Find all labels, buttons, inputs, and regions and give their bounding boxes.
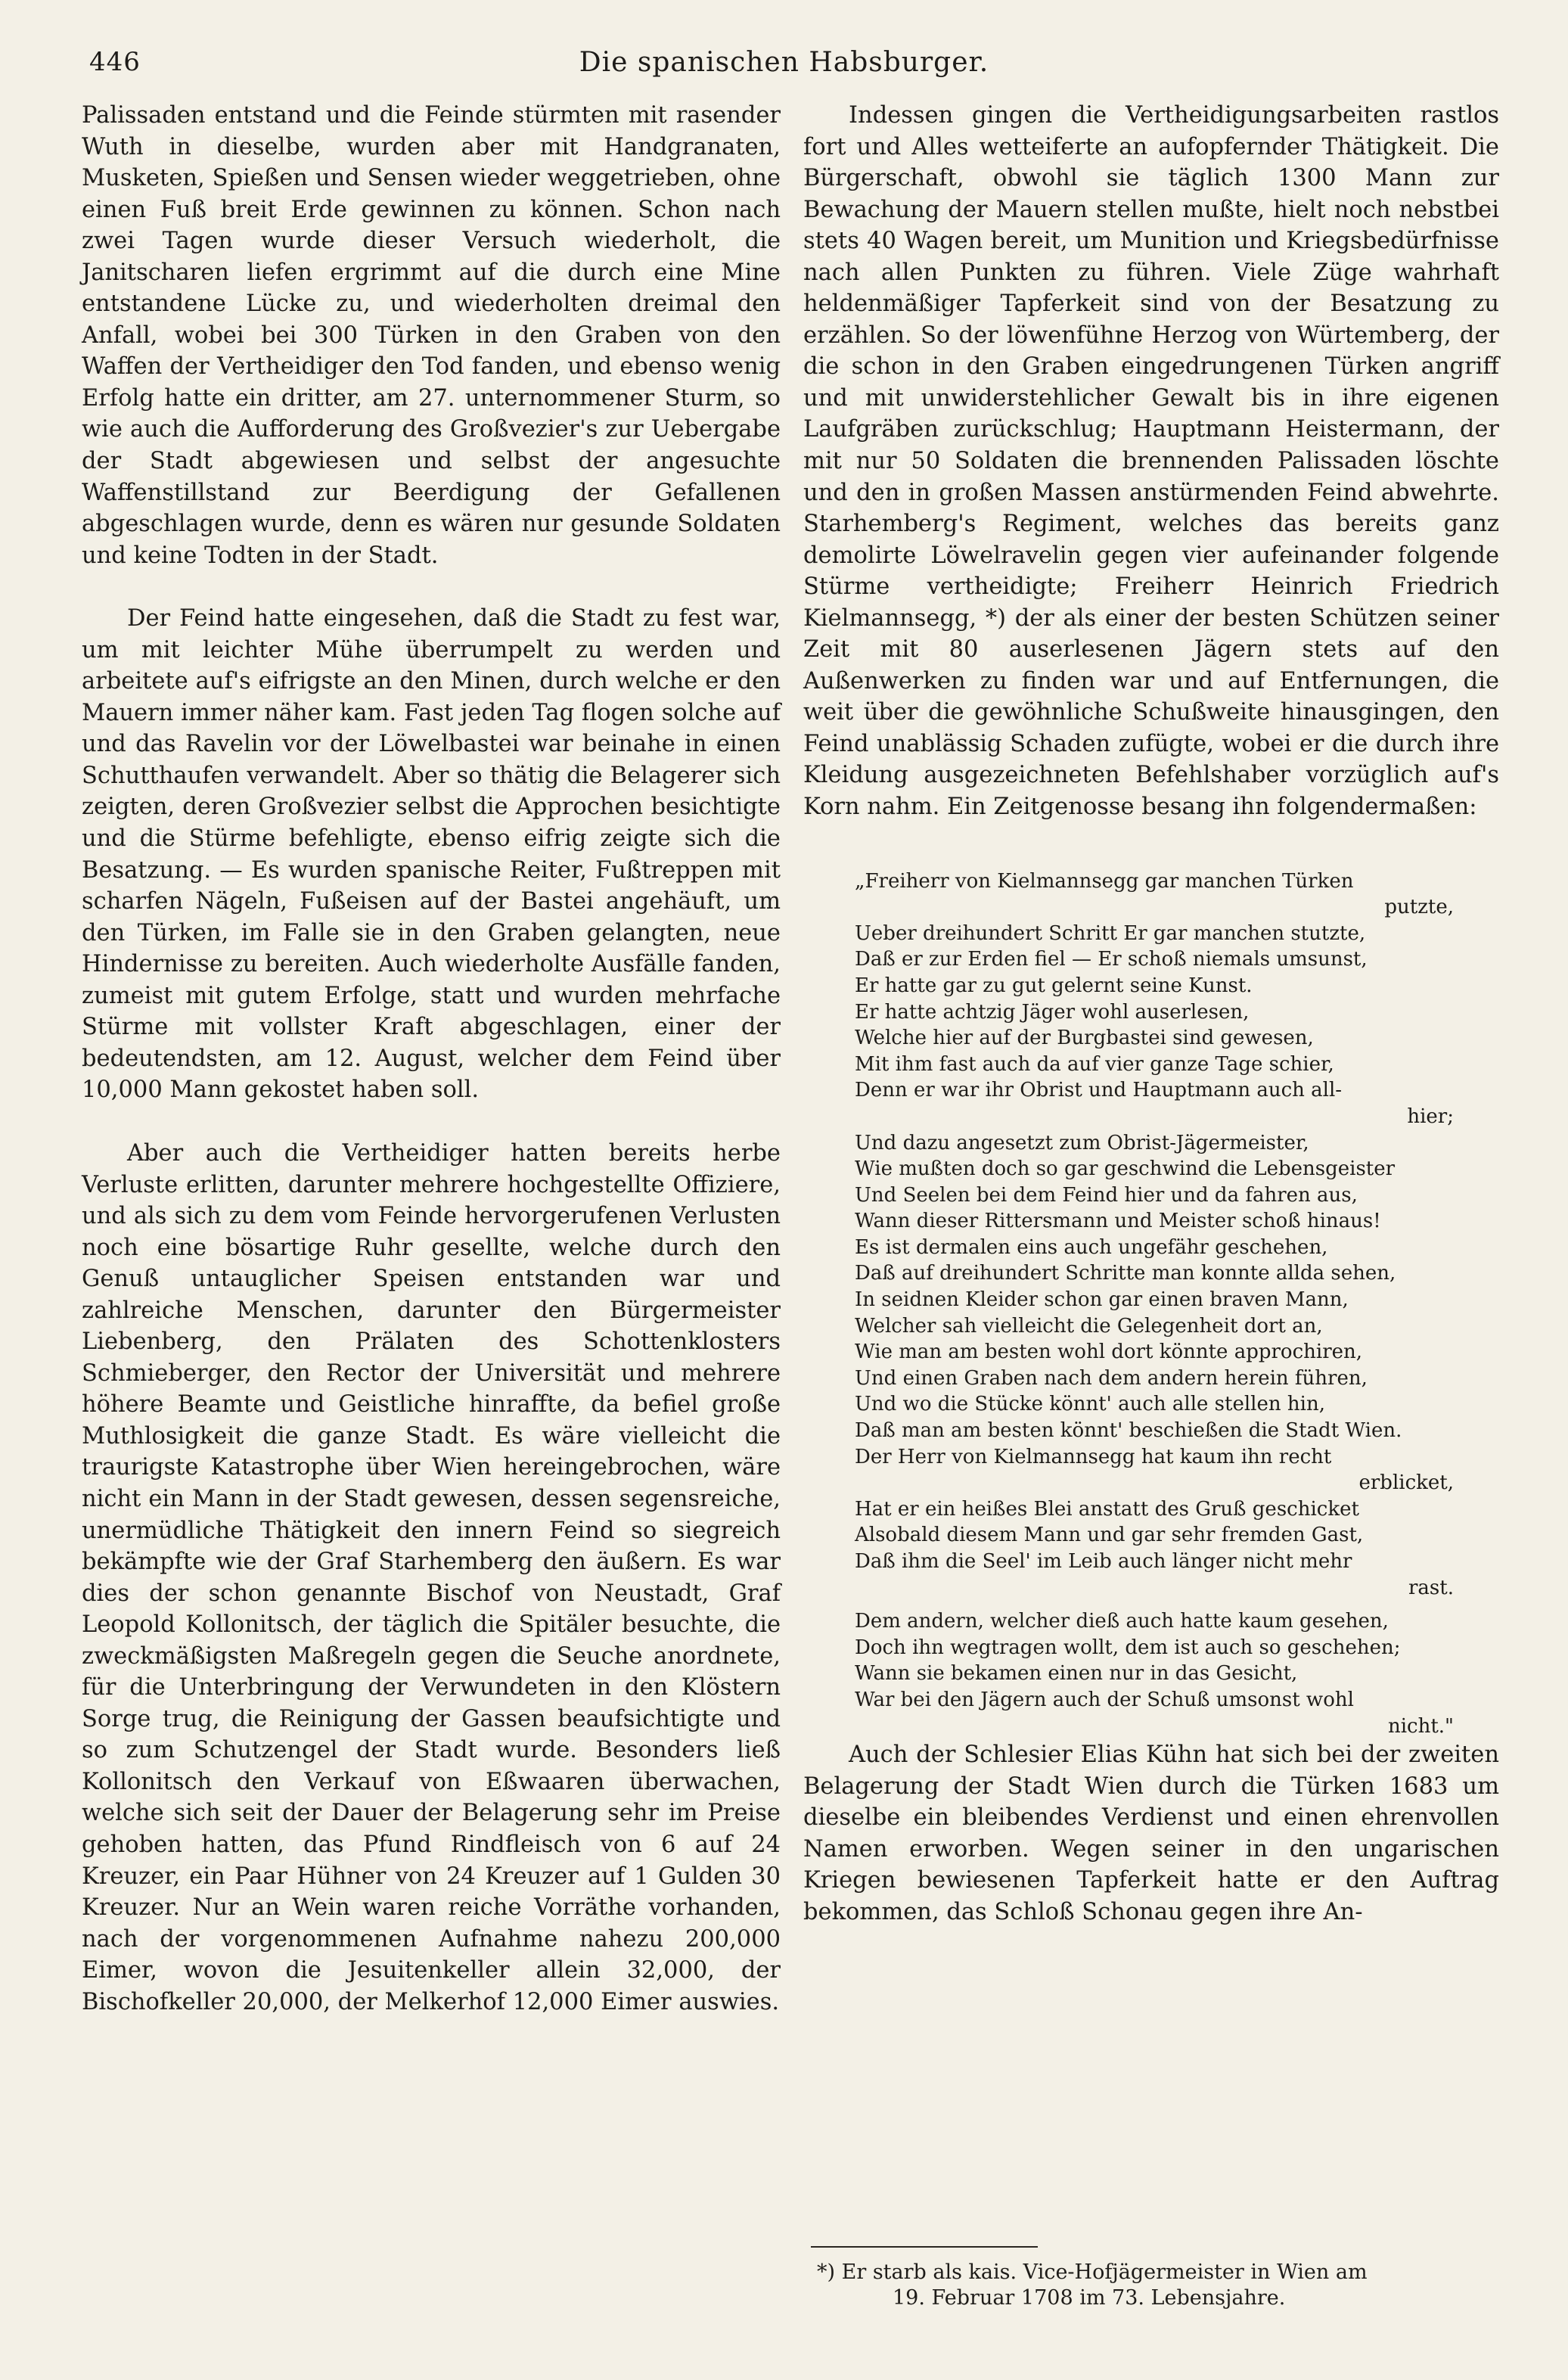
poem-line: Er hatte achtzig Jäger wohl auserlesen, <box>855 1000 1250 1024</box>
page-number: 446 <box>89 47 141 77</box>
right-column <box>803 100 1499 1928</box>
poem-line: Alsobald diesem Mann und gar sehr fremden Gast, <box>855 1524 1364 1547</box>
poem-line: „Freiherr von Kielmannsegg gar manchen Türken <box>855 869 1354 893</box>
poem-line: Und dazu angesetzt zum Obrist-Jägermeister, <box>855 1131 1309 1154</box>
paragraph-left-3: Aber auch die Vertheidiger hatten bereits herbe Verluste erlitten, darunter mehrere hochgestellte Offiziere, und als sich zu dem vom Feinde hervorgerufenen Verlusten noch eine bösartige Ruhr gesellte, welche durch den Genuß untauglicher Speisen entstanden war und zahlreiche Menschen, darunter den Bürgermeister Liebenberg, den Prälaten des Schottenklosters Schmieberger, den Rector der Universität und mehrere höhere Beamte und Geistliche hinraffte, da befiel große Muthlosigkeit die ganze Stadt. Es wäre vielleicht die traurigste Katastrophe über Wien hereingebrochen, wäre nicht ein Mann in der Stadt gewesen, dessen segensreiche, unermüdliche Thätigkeit den innern Feind so siegreich bekämpfte wie der Graf Starhemberg den äußern. Es war dies der schon genannte Bischof von Neustadt, Graf Leopold Kollonitsch, der täglich die Spitäler besuchte, die zweckmäßigsten Maßregeln gegen die Seuche anordnete, für die Unterbringung der Verwundeten in den Klöstern Sorge trug, die Reinigung der Gassen beaufsichtigte und so zum Schutzengel der Stadt wurde. Besonders ließ Kollonitsch den Verkauf von Eßwaaren überwachen, welche sich seit der Dauer der Belagerung sehr im Preise gehoben hatten, das Pfund Rindfleisch von 6 auf 24 Kreuzer, ein Paar Hühner von 24 Kreuzer auf 1 Gulden 30 Kreuzer. Nur an Wein waren reiche Vorräthe vorhanden, nach der vorgenommenen Aufnahme nahezu 200,000 Eimer, wovon die Jesuitenkeller allein 32,000, der Bischofkeller 20,000, der Melkerhof 12,000 Eimer auswies. <box>82 1139 781 2015</box>
poem-line: Wie mußten doch so gar geschwind die Lebensgeister <box>855 1157 1396 1181</box>
poem-line: erblicket, <box>1358 1471 1454 1495</box>
running-head: Die spanischen Habsburger. <box>579 47 989 78</box>
poem-line: Er hatte gar zu gut gelernt seine Kunst. <box>855 974 1253 997</box>
poem-line: Mit ihm fast auch da auf vier ganze Tage schier, <box>855 1052 1334 1076</box>
poem-line: Es ist dermalen eins auch ungefähr geschehen, <box>855 1235 1328 1259</box>
footnote-line-2: 19. Februar 1708 im 73. Lebensjahre. <box>893 2286 1286 2310</box>
poem-line: Hat er ein heißes Blei anstatt des Gruß geschicket <box>855 1497 1359 1521</box>
poem-line: Und Seelen bei dem Feind hier und da fahren aus, <box>855 1183 1358 1207</box>
poem-line: Denn er war ihr Obrist und Hauptmann auch all- <box>855 1079 1343 1102</box>
poem-block <box>855 868 1499 1740</box>
poem-line: In seidnen Kleider schon gar einen braven Mann, <box>855 1288 1349 1312</box>
footnote <box>817 2260 1498 2311</box>
poem-line: Welche hier auf der Burgbastei sind gewesen, <box>855 1027 1314 1050</box>
poem-line: nicht." <box>1387 1714 1454 1738</box>
poem-line: hier; <box>1407 1105 1454 1128</box>
poem-line: Wie man am besten wohl dort könnte approchiren, <box>855 1341 1363 1364</box>
footnote-line-1: *) Er starb als kais. Vice-Hofjägermeister in Wien am <box>817 2260 1368 2284</box>
paragraph-left-2: Der Feind hatte eingesehen, daß die Stadt zu fest war, um mit leichter Mühe überrumpelt zu werden und arbeitete auf's eifrigste an den Minen, durch welche er den Mauern immer näher kam. Fast jeden Tag flogen solche auf und das Ravelin vor der Löwelbastei war beinahe in einen Schutthaufen verwandelt. Aber so thätig die Belagerer sich zeigten, deren Großvezier selbst die Approchen besichtigte und die Stürme befehligte, ebenso eifrig zeigte sich die Besatzung. — Es wurden spanische Reiter, Fußtreppen mit scharfen Nägeln, Fußeisen auf der Bastei angehäuft, um den Türken, im Falle sie in den Graben gelangten, neue Hindernisse zu bereiten. Auch wiederholte Ausfälle fanden, zumeist mit gutem Erfolge, statt und wurden mehrfache Stürme mit vollster Kraft abgeschlagen, einer der bedeutendsten, am 12. August, welcher dem Feind über 10,000 Mann gekostet haben soll. <box>82 605 781 1104</box>
poem-line: putzte, <box>1384 896 1454 919</box>
left-column <box>82 100 781 2018</box>
poem-line: Ueber dreihundert Schritt Er gar manchen stutzte, <box>855 921 1366 945</box>
poem-line: Daß man am besten könnt' beschießen die Stadt Wien. <box>855 1419 1402 1443</box>
paragraph-right-1: Indessen gingen die Vertheidigungsarbeiten rastlos fort und Alles wetteiferte an aufopfernder Thätigkeit. Die Bürgerschaft, obwohl sie täglich 1300 Mann zur Bewachung der Mauern stellen mußte, hielt noch nebstbei stets 40 Wagen bereit, um Munition und Kriegsbedürfnisse nach allen Punkten zu führen. Viele Züge wahrhaft heldenmäßiger Tapferkeit sind von der Besatzung zu erzählen. So der löwenfühne Herzog von Würtemberg, der die schon in den Graben eingedrungenen Türken angriff und mit unwiderstehlicher Gewalt bis in ihre eigenen Laufgräben zurückschlug; Hauptmann Heistermann, der mit nur 50 Soldaten die brennenden Palissaden löschte und den in großen Massen anstürmenden Feind abwehrte. Starhemberg's Regiment, welches das bereits ganz demolirte Löwelravelin gegen vier aufeinander folgende Stürme vertheidigte; Freiherr Heinrich Friedrich Kielmannsegg, *) der als einer der besten Schützen seiner Zeit mit 80 auserlesenen Jägern stets auf den Außenwerken zu finden war und auf Entfernungen, die weit über die gewöhnliche Schußweite hinausgingen, den Feind unablässig Schaden zufügte, wobei er die durch ihre Kleidung ausgezeichneten Befehlshaber vorzüglich auf's Korn nahm. Ein Zeitgenosse besang ihn folgendermaßen: <box>803 102 1499 821</box>
poem-line: rast. <box>1408 1576 1454 1599</box>
paragraph-left-1: Palissaden entstand und die Feinde stürmten mit rasender Wuth in dieselbe, wurden aber mit Handgranaten, Musketen, Spießen und Sensen wieder weggetrieben, ohne einen Fuß breit Erde gewinnen zu können. Schon nach zwei Tagen wurde dieser Versuch wiederholt, die Janitscharen liefen ergrimmt auf die durch eine Mine entstandene Lücke zu, und wiederholten dreimal den Anfall, wobei bei 300 Türken in den Graben von den Waffen der Vertheidiger den Tod fanden, und ebenso wenig Erfolg hatte ein dritter, am 27. unternommener Sturm, so wie auch die Aufforderung des Großvezier's zur Uebergabe der Stadt abgewiesen und selbst der angesuchte Waffenstillstand zur Beerdigung der Gefallenen abgeschlagen wurde, denn es wären nur gesunde Soldaten und keine Todten in der Stadt. <box>82 102 781 569</box>
poem-line: Wann dieser Rittersmann und Meister schoß hinaus! <box>855 1210 1381 1233</box>
poem-line: Doch ihn wegtragen wollt, dem ist auch so geschehen; <box>855 1636 1401 1659</box>
poem-line: Welcher sah vielleicht die Gelegenheit dort an, <box>855 1314 1323 1338</box>
poem-line: Und wo die Stücke könnt' auch alle stellen hin, <box>855 1393 1325 1416</box>
poem-line: Und einen Graben nach dem andern herein führen, <box>855 1366 1368 1390</box>
poem-line: Dem andern, welcher dieß auch hatte kaum gesehen, <box>855 1610 1389 1633</box>
footnote-rule <box>811 2246 1038 2248</box>
poem-line: Der Herr von Kielmannsegg hat kaum ihn recht <box>855 1445 1332 1468</box>
poem-line: Daß ihm die Seel' im Leib auch länger nicht mehr <box>855 1550 1352 1574</box>
poem-line: War bei den Jägern auch der Schuß umsonst wohl <box>855 1688 1354 1711</box>
poem-line: Daß er zur Erden fiel — Er schoß niemals umsunst, <box>855 948 1368 971</box>
poem-line: Wann sie bekamen einen nur in das Gesicht, <box>855 1662 1298 1686</box>
paragraph-right-2: Auch der Schlesier Elias Kühn hat sich bei der zweiten Belagerung der Stadt Wien durch die Türken 1683 um dieselbe ein bleibendes Verdienst und einen ehrenvollen Namen erworben. Wegen seiner in den ungarischen Kriegen bewiesenen Tapferkeit hatte er den Auftrag bekommen, das Schloß Schonau gegen ihre An- <box>803 1742 1499 1925</box>
poem-line: Daß auf dreihundert Schritte man konnte allda sehen, <box>855 1262 1396 1285</box>
